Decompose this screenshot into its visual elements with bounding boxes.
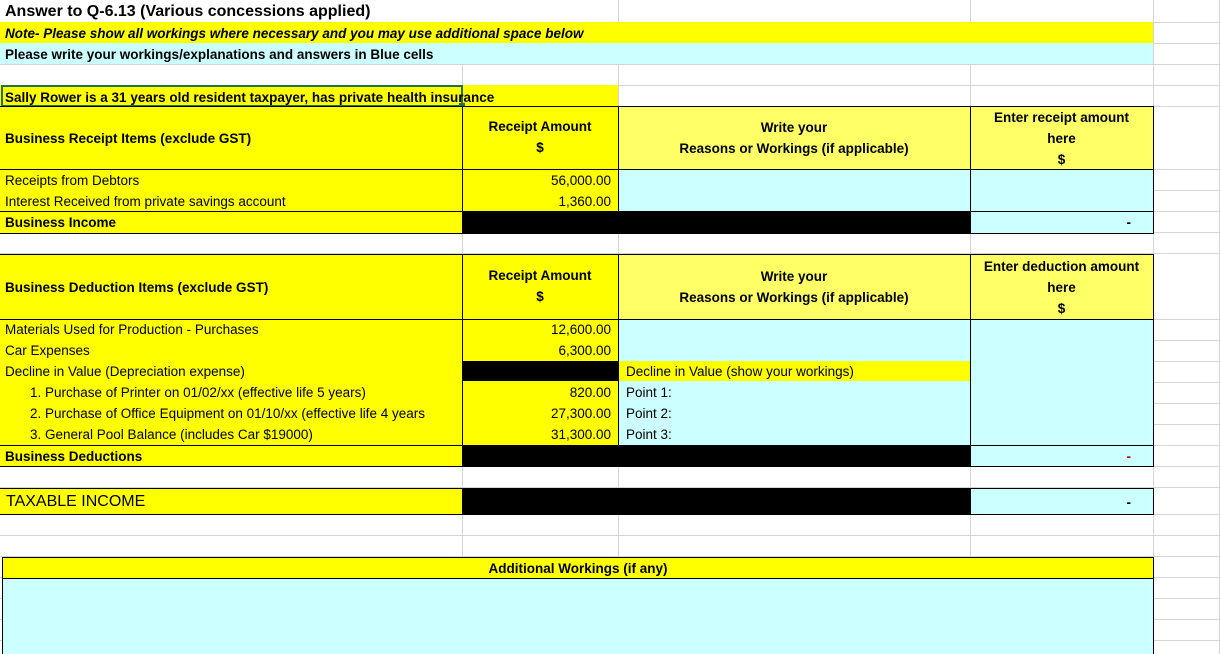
deduction-row-note: Point 1: (626, 385, 672, 400)
sheet-title: Answer to Q-6.13 (Various concessions applied) (5, 3, 371, 20)
deduction-row-label: 1. Purchase of Printer on 01/02/xx (effective life 5 years) (30, 385, 366, 400)
taxpayer-description: Sally Rower is a 31 years old resident taxpayer, has private health insurance (5, 90, 495, 105)
receipts-header-label: Business Receipt Items (exclude GST) (5, 131, 252, 146)
business-income-value: - (1126, 215, 1131, 230)
additional-workings-area[interactable] (2, 579, 1154, 654)
note-text: Note- Please show all workings where necessary and you may use additional space below (5, 26, 584, 41)
deduction-row-note: Point 2: (626, 406, 672, 421)
deductions-reasons-header: Write your Reasons or Workings (if applicable) (679, 269, 909, 305)
taxable-income-label: TAXABLE INCOME (6, 493, 146, 510)
receipt-row-label: Interest Received from private savings account (5, 194, 286, 209)
deductions-amount-input[interactable] (970, 320, 1154, 446)
deductions-enter-header: Enter deduction amount here $ (983, 259, 1140, 316)
business-deductions-value: - (1126, 449, 1131, 464)
deduction-row-amount: 12,600.00 (550, 322, 611, 337)
deduction-row-note: Point 3: (626, 427, 672, 442)
deduction-row-note: Decline in Value (show your workings) (626, 364, 854, 379)
deduction-row-label: Car Expenses (5, 343, 90, 358)
deduction-row-label: 2. Purchase of Office Equipment on 01/10/xx (effective life 4 years (30, 406, 425, 421)
deduction-row-amount: 6,300.00 (558, 343, 611, 358)
receipt-row-label: Receipts from Debtors (5, 173, 140, 188)
deduction-row-amount: 820.00 (569, 385, 611, 400)
deductions-amount-header: Receipt Amount $ (488, 268, 592, 304)
receipts-amount-header: Receipt Amount $ (488, 119, 592, 155)
receipt-row-amount: 1,360.00 (558, 194, 611, 209)
business-deductions-label: Business Deductions (5, 449, 143, 464)
receipts-reasons-header: Write your Reasons or Workings (if applicable) (679, 120, 909, 156)
deduction-row-amount: 31,300.00 (550, 427, 611, 442)
instruction-text: Please write your workings/explanations and answers in Blue cells (5, 47, 434, 62)
deduction-row-label: 3. General Pool Balance (includes Car $19000) (30, 427, 313, 442)
deduction-row-label: Decline in Value (Depreciation expense) (5, 364, 245, 379)
taxable-income-value: - (1126, 495, 1131, 510)
receipts-enter-header: Enter receipt amount here $ (993, 110, 1130, 167)
receipts-amount-input[interactable] (970, 170, 1154, 212)
deduction-row-amount: 27,300.00 (550, 406, 611, 421)
deductions-header-label: Business Deduction Items (exclude GST) (5, 280, 269, 295)
deduction-row-label: Materials Used for Production - Purchases (5, 322, 259, 337)
receipts-reasons-input[interactable] (618, 170, 970, 212)
additional-workings-header: Additional Workings (if any) (488, 561, 668, 576)
receipt-row-amount: 56,000.00 (550, 173, 611, 188)
business-income-label: Business Income (5, 215, 117, 230)
